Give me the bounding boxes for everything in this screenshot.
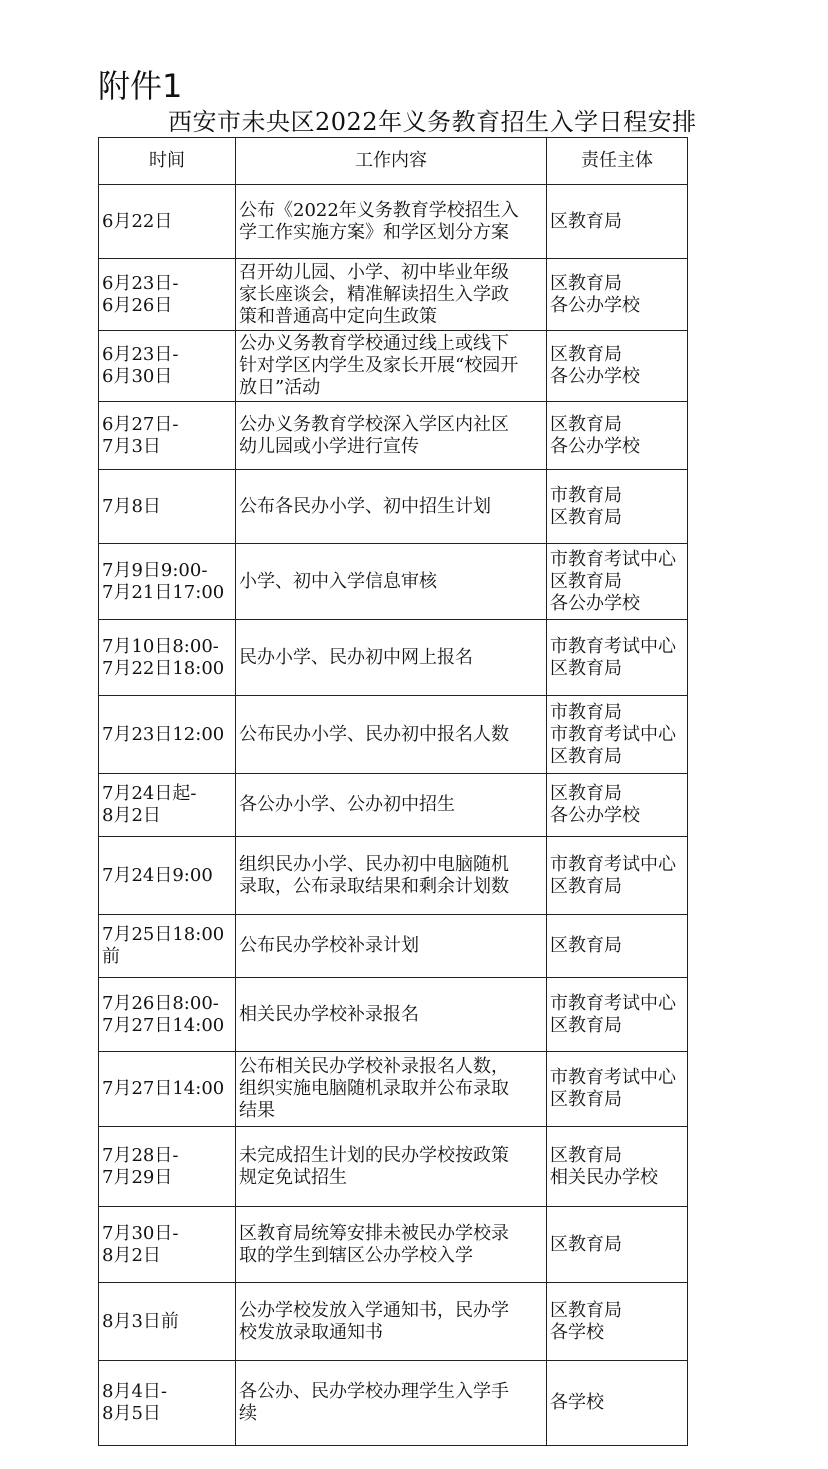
responsible-cell-line: 区教育局: [550, 657, 622, 679]
responsible-cell-line: 区教育局: [550, 1144, 622, 1166]
responsible-cell-line: 各学校: [550, 1321, 604, 1343]
time-cell: [99, 185, 236, 259]
time-cell-line: 6月27日-: [102, 413, 179, 435]
table-row: [99, 1207, 688, 1283]
responsible-cell-line: 区教育局: [550, 783, 622, 804]
content-cell-line: 公布《2022年义务教育学校招生入: [239, 199, 519, 221]
responsible-cell-line: 区教育局: [550, 1014, 622, 1036]
table-row: [99, 1361, 688, 1446]
content-cell-line: 校发放录取通知书: [239, 1321, 383, 1343]
content-cell-line: 公布民办小学、民办初中报名人数: [239, 723, 509, 745]
responsible-cell-line: 市教育考试中心: [550, 635, 676, 657]
table-row: [99, 620, 688, 696]
time-cell: [99, 1052, 236, 1127]
time-cell-line: 8月2日: [102, 805, 161, 826]
table-row: [99, 402, 688, 470]
responsible-cell-line: 各公办学校: [550, 592, 640, 614]
content-cell-line: 未完成招生计划的民办学校按政策: [239, 1144, 509, 1166]
time-cell-line: 6月30日: [102, 366, 173, 387]
time-cell-line: 7月9日9:00-: [102, 559, 208, 581]
time-cell: [99, 1207, 236, 1283]
responsible-cell-line: 区教育局: [550, 506, 622, 528]
responsible-cell-line: 市教育考试中心: [550, 853, 676, 875]
responsible-cell: [547, 978, 688, 1052]
content-cell-line: 学工作实施方案》和学区划分方案: [239, 221, 509, 243]
time-cell-line: 7月26日8:00-: [102, 992, 219, 1014]
time-cell-line: 8月2日: [102, 1244, 161, 1266]
time-cell-line: 6月23日-: [102, 344, 179, 365]
content-cell-line: 录取，公布录取结果和剩余计划数: [239, 875, 509, 897]
time-cell: [99, 837, 236, 915]
time-cell-line: 7月22日18:00: [102, 657, 225, 679]
responsible-cell: [547, 620, 688, 696]
content-cell-line: 公办学校发放入学通知书，民办学: [239, 1299, 509, 1321]
content-cell: [236, 1052, 547, 1127]
time-cell: [99, 1283, 236, 1361]
content-cell-line: 各公办、民办学校办理学生入学手: [239, 1381, 509, 1402]
table-row: [99, 259, 688, 331]
responsible-cell: [547, 696, 688, 774]
responsible-cell-line: 区教育局: [550, 745, 622, 767]
time-cell-line: 7月27日14:00: [102, 1078, 225, 1099]
time-cell: [99, 1361, 236, 1446]
time-cell: [99, 331, 236, 402]
content-cell-line: 放日”活动: [239, 377, 321, 398]
time-cell: [99, 402, 236, 470]
responsible-cell-line: 市教育考试中心: [550, 723, 676, 745]
responsible-cell-line: 区教育局: [550, 272, 622, 294]
content-cell-line: 结果: [239, 1100, 275, 1121]
content-cell-line: 续: [239, 1403, 257, 1424]
content-cell-line: 召开幼儿园、小学、初中毕业年级: [239, 261, 509, 283]
content-cell-line: 家长座谈会，精准解读招生入学政: [239, 283, 509, 305]
time-cell: [99, 259, 236, 331]
content-cell-line: 公布民办学校补录计划: [239, 935, 419, 956]
table-row: [99, 837, 688, 915]
attachment-label: 附件1: [98, 67, 183, 105]
content-cell: [236, 1361, 547, 1446]
table-row: [99, 696, 688, 774]
content-cell-line: 取的学生到辖区公办学校入学: [239, 1244, 473, 1266]
content-cell: [236, 544, 547, 620]
content-cell-line: 针对学区内学生及家长开展“校园开: [239, 355, 519, 376]
content-cell: [236, 774, 547, 837]
time-cell-line: 7月23日12:00: [102, 723, 225, 745]
time-cell: [99, 1127, 236, 1207]
responsible-cell: [547, 774, 688, 837]
table-row: [99, 978, 688, 1052]
responsible-cell: [547, 1283, 688, 1361]
responsible-cell-line: 区教育局: [550, 1233, 622, 1255]
content-cell: [236, 1283, 547, 1361]
responsible-cell-line: 区教育局: [550, 875, 622, 897]
content-cell: [236, 1127, 547, 1207]
time-cell-line: 6月23日-: [102, 272, 179, 294]
header-time: 时间: [99, 138, 236, 185]
time-cell-line: 7月25日18:00前: [102, 924, 225, 967]
table-row: [99, 185, 688, 259]
table-row: [99, 1052, 688, 1127]
content-cell-line: 公布相关民办学校补录报名人数，: [239, 1056, 509, 1077]
responsible-cell-line: 各公办学校: [550, 366, 640, 387]
responsible-cell-line: 市教育局: [550, 484, 622, 506]
responsible-cell: [547, 544, 688, 620]
time-cell-line: 8月3日前: [102, 1310, 179, 1332]
schedule-table: [98, 137, 688, 1446]
content-cell-line: 小学、初中入学信息审核: [239, 570, 437, 592]
content-cell-line: 区教育局统筹安排未被民办学校录: [239, 1222, 509, 1244]
content-cell-line: 公办义务教育学校通过线上或线下: [239, 333, 509, 354]
responsible-cell-line: 各学校: [550, 1392, 604, 1413]
responsible-cell-line: 各公办学校: [550, 435, 640, 457]
table-row: [99, 915, 688, 978]
content-cell: [236, 696, 547, 774]
responsible-cell-line: 各公办学校: [550, 805, 640, 826]
responsible-cell: [547, 331, 688, 402]
content-cell-line: 民办小学、民办初中网上报名: [239, 646, 473, 668]
responsible-cell: [547, 915, 688, 978]
responsible-cell: [547, 402, 688, 470]
content-cell-line: 策和普通高中定向生政策: [239, 305, 437, 327]
content-cell-line: 幼儿园或小学进行宣传: [239, 435, 419, 457]
table-row: [99, 331, 688, 402]
responsible-cell: [547, 185, 688, 259]
content-cell: [236, 470, 547, 544]
responsible-cell: [547, 1127, 688, 1207]
content-cell-line: 组织实施电脑随机录取并公布录取: [239, 1078, 509, 1099]
table-row: [99, 544, 688, 620]
time-cell-line: 7月21日17:00: [102, 581, 225, 603]
time-cell: [99, 544, 236, 620]
content-cell: [236, 1207, 547, 1283]
time-cell: [99, 470, 236, 544]
content-cell: [236, 978, 547, 1052]
responsible-cell: [547, 1052, 688, 1127]
responsible-cell-line: 区教育局: [550, 210, 622, 232]
responsible-cell: [547, 470, 688, 544]
content-cell: [236, 915, 547, 978]
content-cell: [236, 259, 547, 331]
table-header-row: [99, 138, 688, 185]
content-cell-line: 公办义务教育学校深入学区内社区: [239, 413, 509, 435]
time-cell-line: 7月29日: [102, 1166, 173, 1188]
time-cell-line: 7月24日9:00: [102, 864, 213, 886]
time-cell: [99, 915, 236, 978]
table-body: [99, 185, 688, 1446]
content-cell-line: 相关民办学校补录报名: [239, 1003, 419, 1025]
time-cell: [99, 620, 236, 696]
responsible-cell: [547, 1207, 688, 1283]
content-cell: [236, 185, 547, 259]
time-cell-line: 7月30日-: [102, 1222, 179, 1244]
responsible-cell-line: 区教育局: [550, 344, 622, 365]
content-cell: [236, 837, 547, 915]
responsible-cell-line: 各公办学校: [550, 294, 640, 316]
time-cell-line: 7月24日起-: [102, 783, 197, 804]
content-cell: [236, 620, 547, 696]
content-cell: [236, 402, 547, 470]
time-cell-line: 7月27日14:00: [102, 1014, 225, 1036]
responsible-cell-line: 区教育局: [550, 935, 622, 956]
table-row: [99, 1127, 688, 1207]
responsible-cell-line: 区教育局: [550, 1299, 622, 1321]
table-row: [99, 1283, 688, 1361]
responsible-cell-line: 市教育考试中心: [550, 548, 676, 570]
time-cell-line: 6月22日: [102, 210, 173, 232]
time-cell: [99, 774, 236, 837]
content-cell-line: 各公办小学、公办初中招生: [239, 794, 455, 815]
responsible-cell: [547, 837, 688, 915]
time-cell-line: 8月4日-: [102, 1381, 167, 1402]
table-row: [99, 470, 688, 544]
time-cell-line: 8月5日: [102, 1403, 161, 1424]
content-cell-line: 公布各民办小学、初中招生计划: [239, 495, 491, 517]
time-cell-line: 7月10日8:00-: [102, 635, 219, 657]
responsible-cell: [547, 1361, 688, 1446]
time-cell-line: 6月26日: [102, 294, 173, 316]
responsible-cell-line: 区教育局: [550, 570, 622, 592]
responsible-cell-line: 区教育局: [550, 413, 622, 435]
content-cell: [236, 331, 547, 402]
page-title: 西安市未央区2022年义务教育招生入学日程安排: [168, 108, 697, 136]
responsible-cell-line: 区教育局: [550, 1089, 622, 1110]
time-cell: [99, 696, 236, 774]
content-cell-line: 组织民办小学、民办初中电脑随机: [239, 853, 509, 875]
time-cell-line: 7月28日-: [102, 1144, 179, 1166]
responsible-cell-line: 市教育考试中心: [550, 1067, 676, 1088]
table-row: [99, 774, 688, 837]
responsible-cell-line: 市教育考试中心: [550, 992, 676, 1014]
responsible-cell: [547, 259, 688, 331]
responsible-cell-line: 市教育局: [550, 701, 622, 723]
time-cell-line: 7月3日: [102, 435, 161, 457]
time-cell: [99, 978, 236, 1052]
content-cell-line: 规定免试招生: [239, 1166, 347, 1188]
time-cell-line: 7月8日: [102, 495, 161, 517]
header-content: 工作内容: [236, 138, 547, 185]
header-responsible: 责任主体: [547, 138, 688, 185]
responsible-cell-line: 相关民办学校: [550, 1166, 658, 1188]
